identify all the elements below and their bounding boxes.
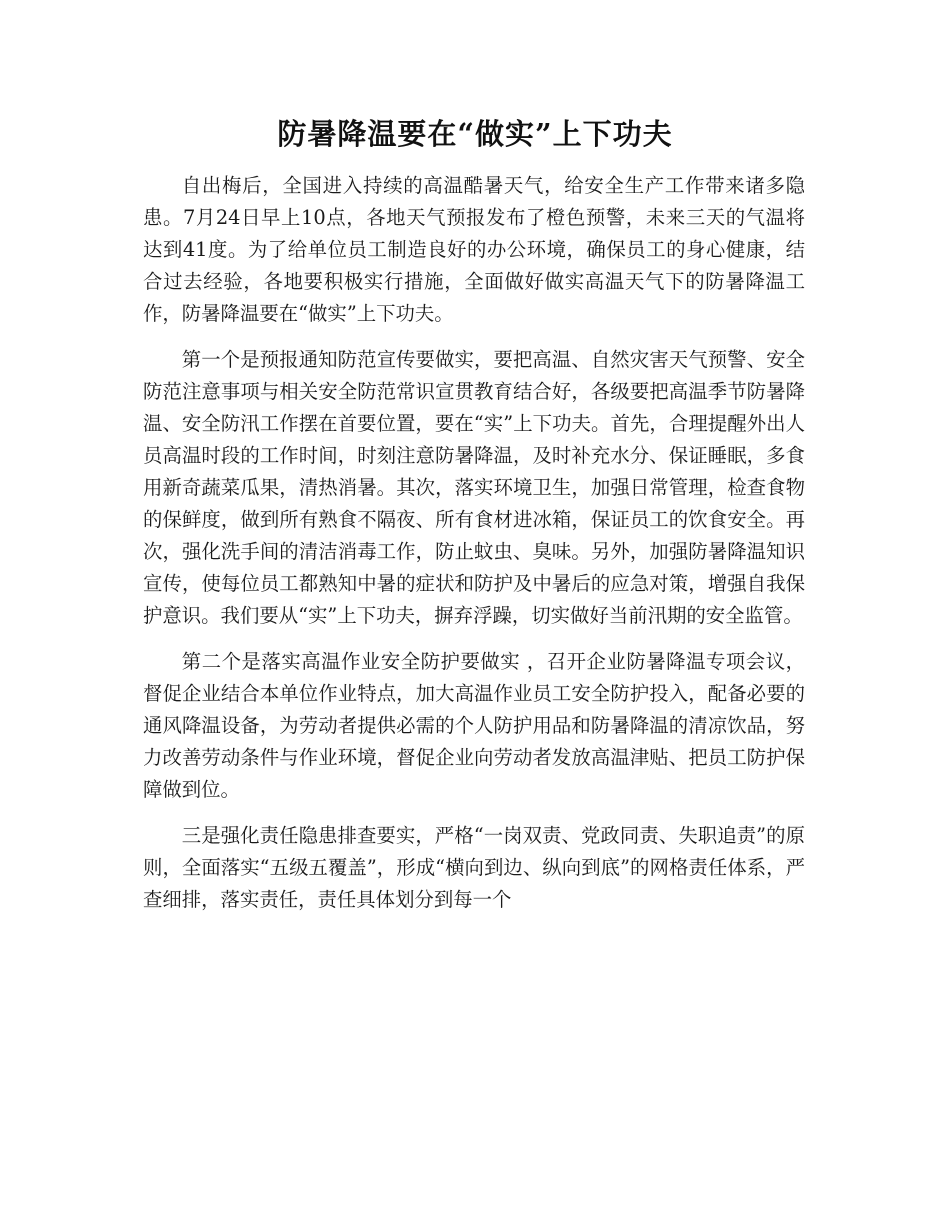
paragraph-1: 自出梅后，全国进入持续的高温酷暑天气，给安全生产工作带来诸多隐患。7月24日早上10点，各地天气预报发布了橙色预警，未来三天的气温将达到41度。为了给单位员工制造良好的办公环境，确保员工的身心健康，结合过去经验，各地要积极实行措施，全面做好做实高温天气下的防暑降温工作，防暑降温要在“做实”上下功夫。 — [143, 174, 805, 325]
paragraph-4: 三是强化责任隐患排查要实，严格“一岗双责、党政同责、失职追责”的原则，全面落实“五级五覆盖”，形成“横向到边、纵向到底”的网格责任体系，严查细排，落实责任，责任具体划分到每一个 — [143, 824, 805, 911]
paragraph-3: 第二个是落实高温作业安全防护要做实 ，召开企业防暑降温专项会议，督促企业结合本单位作业特点，加大高温作业员工安全防护投入，配备必要的通风降温设备，为劳动者提供必需的个人防护用品和防暑降温的清凉饮品，努力改善劳动条件与作业环境，督促企业向劳动者发放高温津贴、把员工防护保障做到位。 — [143, 650, 805, 801]
document-title: 防暑降温要在“做实”上下功夫 — [277, 117, 673, 151]
document-body — [143, 170, 805, 930]
paragraph-2: 第一个是预报通知防范宣传要做实，要把高温、自然灾害天气预警、安全防范注意事项与相关安全防范常识宣贯教育结合好，各级要把高温季节防暑降温、安全防汛工作摆在首要位置，要在“实”上下功夫。首先，合理提醒外出人员高温时段的工作时间，时刻注意防暑降温，及时补充水分、保证睡眠，多食用新奇蔬菜瓜果，清热消暑。其次，落实环境卫生，加强日常管理，检查食物的保鲜度，做到所有熟食不隔夜、所有食材进冰箱，保证员工的饮食安全。再次，强化洗手间的清洁消毒工作，防止蚊虫、臭味。另外，加强防暑降温知识宣传，使每位员工都熟知中暑的症状和防护及中暑后的应急对策，增强自我保护意识。我们要从“实”上下功夫，摒弃浮躁，切实做好当前汛期的安全监管。 — [143, 348, 805, 627]
